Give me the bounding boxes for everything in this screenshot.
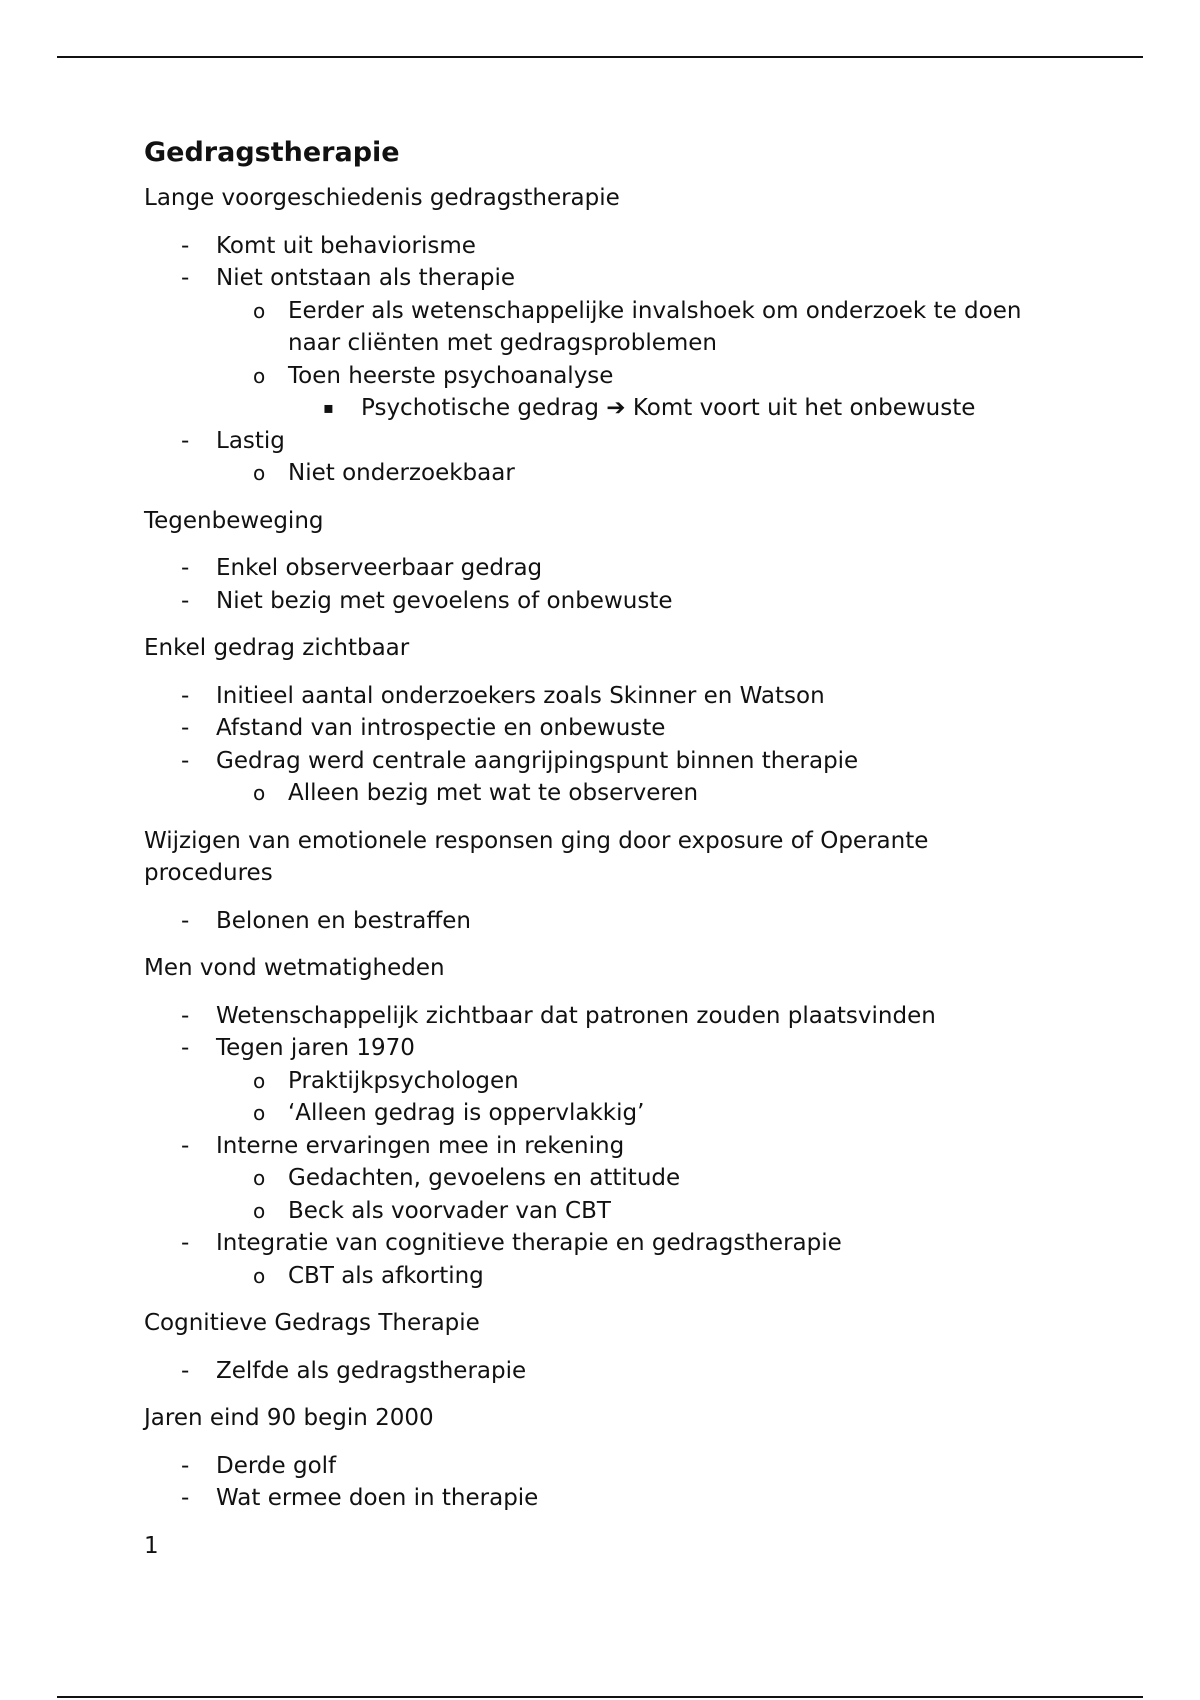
list-item xyxy=(144,1195,1064,1228)
section-heading: Jaren eind 90 begin 2000 xyxy=(144,1405,434,1431)
list-item xyxy=(144,905,1064,938)
list-item xyxy=(144,1130,1064,1163)
list-item xyxy=(144,392,1064,425)
list-item-text: Interne ervaringen mee in rekening xyxy=(216,1132,625,1159)
section-heading: Cognitieve Gedrags Therapie xyxy=(144,1310,480,1336)
bullet-marker: o xyxy=(253,1198,266,1223)
bullet-marker: - xyxy=(181,587,190,614)
list-item xyxy=(144,1097,1064,1130)
list-item-text: Niet bezig met gevoelens of onbewuste xyxy=(216,587,673,614)
list-item xyxy=(144,262,1064,295)
bullet-marker: - xyxy=(181,265,190,291)
list-item xyxy=(144,1162,1064,1195)
bullet-marker: - xyxy=(181,1452,190,1479)
section-heading: Wijzigen van emotionele responsen ging door exposure of Operante procedures xyxy=(144,827,929,886)
list-item-text: ‘Alleen gedrag is oppervlakkig’ xyxy=(288,1100,645,1126)
bullet-marker: ▪ xyxy=(323,398,334,417)
list-item xyxy=(144,1482,1064,1515)
list-item-text: Komt uit behaviorisme xyxy=(216,232,476,259)
list-item-text: Zelfde als gedragstherapie xyxy=(216,1357,527,1384)
bullet-marker: - xyxy=(181,1230,190,1256)
list-item-text: Niet ontstaan als therapie xyxy=(216,265,516,291)
list-item-text: Gedachten, gevoelens en attitude xyxy=(288,1165,681,1191)
list-item xyxy=(144,425,1064,458)
list-item-text: Niet onderzoekbaar xyxy=(288,460,515,486)
bullet-marker: o xyxy=(253,1101,266,1125)
list-item xyxy=(144,1065,1064,1098)
bullet-marker: o xyxy=(253,1166,266,1190)
bullet-list xyxy=(144,230,1064,490)
footer-rule xyxy=(57,1696,1143,1698)
bullet-marker: - xyxy=(181,682,190,709)
bullet-marker: - xyxy=(181,232,190,259)
bullet-marker: o xyxy=(253,781,266,805)
bullet-list xyxy=(144,552,1064,617)
list-item-text: Wetenschappelijk zichtbaar dat patronen zouden plaatsvinden xyxy=(216,1002,936,1029)
bullet-marker: - xyxy=(181,747,190,774)
list-item-text: Afstand van introspectie en onbewuste xyxy=(216,715,666,741)
bullet-marker: - xyxy=(181,1002,190,1029)
bullet-marker: - xyxy=(181,1132,190,1159)
list-item xyxy=(144,1227,1064,1260)
list-item-text: Psychotische gedrag ➔ Komt voort uit het onbewuste xyxy=(361,395,976,421)
bullet-marker: - xyxy=(181,1035,190,1061)
list-item xyxy=(144,1355,1064,1388)
bullet-marker: o xyxy=(253,298,266,323)
header-rule xyxy=(57,56,1143,58)
list-item-text: Lastig xyxy=(216,427,285,454)
list-item-text: Wat ermee doen in therapie xyxy=(216,1485,539,1511)
list-item-text: Praktijkpsychologen xyxy=(288,1067,519,1094)
section-heading: Men vond wetmatigheden xyxy=(144,955,445,981)
bullet-list xyxy=(144,680,1064,810)
bullet-list xyxy=(144,1450,1064,1515)
bullet-marker: - xyxy=(181,1485,190,1511)
bullet-list xyxy=(144,1355,1064,1388)
list-item xyxy=(144,1260,1064,1293)
list-item xyxy=(144,552,1064,585)
list-item xyxy=(144,745,1064,778)
bullet-marker: o xyxy=(253,1263,266,1288)
list-item-text: Derde golf xyxy=(216,1452,337,1479)
list-item xyxy=(144,680,1064,713)
list-item xyxy=(144,295,1064,360)
list-item-text: Enkel observeerbaar gedrag xyxy=(216,555,543,581)
list-item xyxy=(144,1450,1064,1483)
bullet-list xyxy=(144,905,1064,938)
list-item xyxy=(144,360,1064,393)
section-heading: Tegenbeweging xyxy=(144,507,324,534)
section-heading: Enkel gedrag zichtbaar xyxy=(144,635,410,661)
list-item xyxy=(144,457,1064,490)
list-item-text: Belonen en bestraffen xyxy=(216,907,471,934)
list-item-text: Initieel aantal onderzoekers zoals Skinner en Watson xyxy=(216,682,825,709)
page-number: 1 xyxy=(144,1532,159,1559)
bullet-marker: o xyxy=(253,461,266,485)
bullet-marker: - xyxy=(181,715,190,741)
list-item-text: Tegen jaren 1970 xyxy=(216,1035,415,1061)
bullet-list xyxy=(144,1000,1064,1293)
document-page xyxy=(144,135,1064,1562)
list-item-text: Beck als voorvader van CBT xyxy=(288,1197,611,1224)
list-item xyxy=(144,585,1064,618)
list-item xyxy=(144,777,1064,810)
section-heading: Lange voorgeschiedenis gedragstherapie xyxy=(144,185,620,211)
list-item-text: Toen heerste psychoanalyse xyxy=(288,362,614,389)
bullet-marker: - xyxy=(181,427,190,454)
document-title: Gedragstherapie xyxy=(144,137,400,168)
bullet-marker: o xyxy=(253,1068,266,1093)
document-body xyxy=(144,182,1064,1515)
list-item-text: Alleen bezig met wat te observeren xyxy=(288,780,699,806)
bullet-marker: - xyxy=(181,555,190,581)
list-item xyxy=(144,712,1064,745)
list-item xyxy=(144,1000,1064,1033)
list-item-text: Gedrag werd centrale aangrijpingspunt binnen therapie xyxy=(216,747,859,774)
list-item-text: Integratie van cognitieve therapie en gedragstherapie xyxy=(216,1230,842,1256)
list-item-text: Eerder als wetenschappelijke invalshoek om onderzoek te doen naar cliënten met gedragsproblemen xyxy=(288,297,1022,356)
list-item xyxy=(144,1032,1064,1065)
bullet-marker: - xyxy=(181,907,190,934)
bullet-marker: o xyxy=(253,363,266,388)
list-item xyxy=(144,230,1064,263)
list-item-text: CBT als afkorting xyxy=(288,1262,484,1289)
bullet-marker: - xyxy=(181,1357,190,1384)
